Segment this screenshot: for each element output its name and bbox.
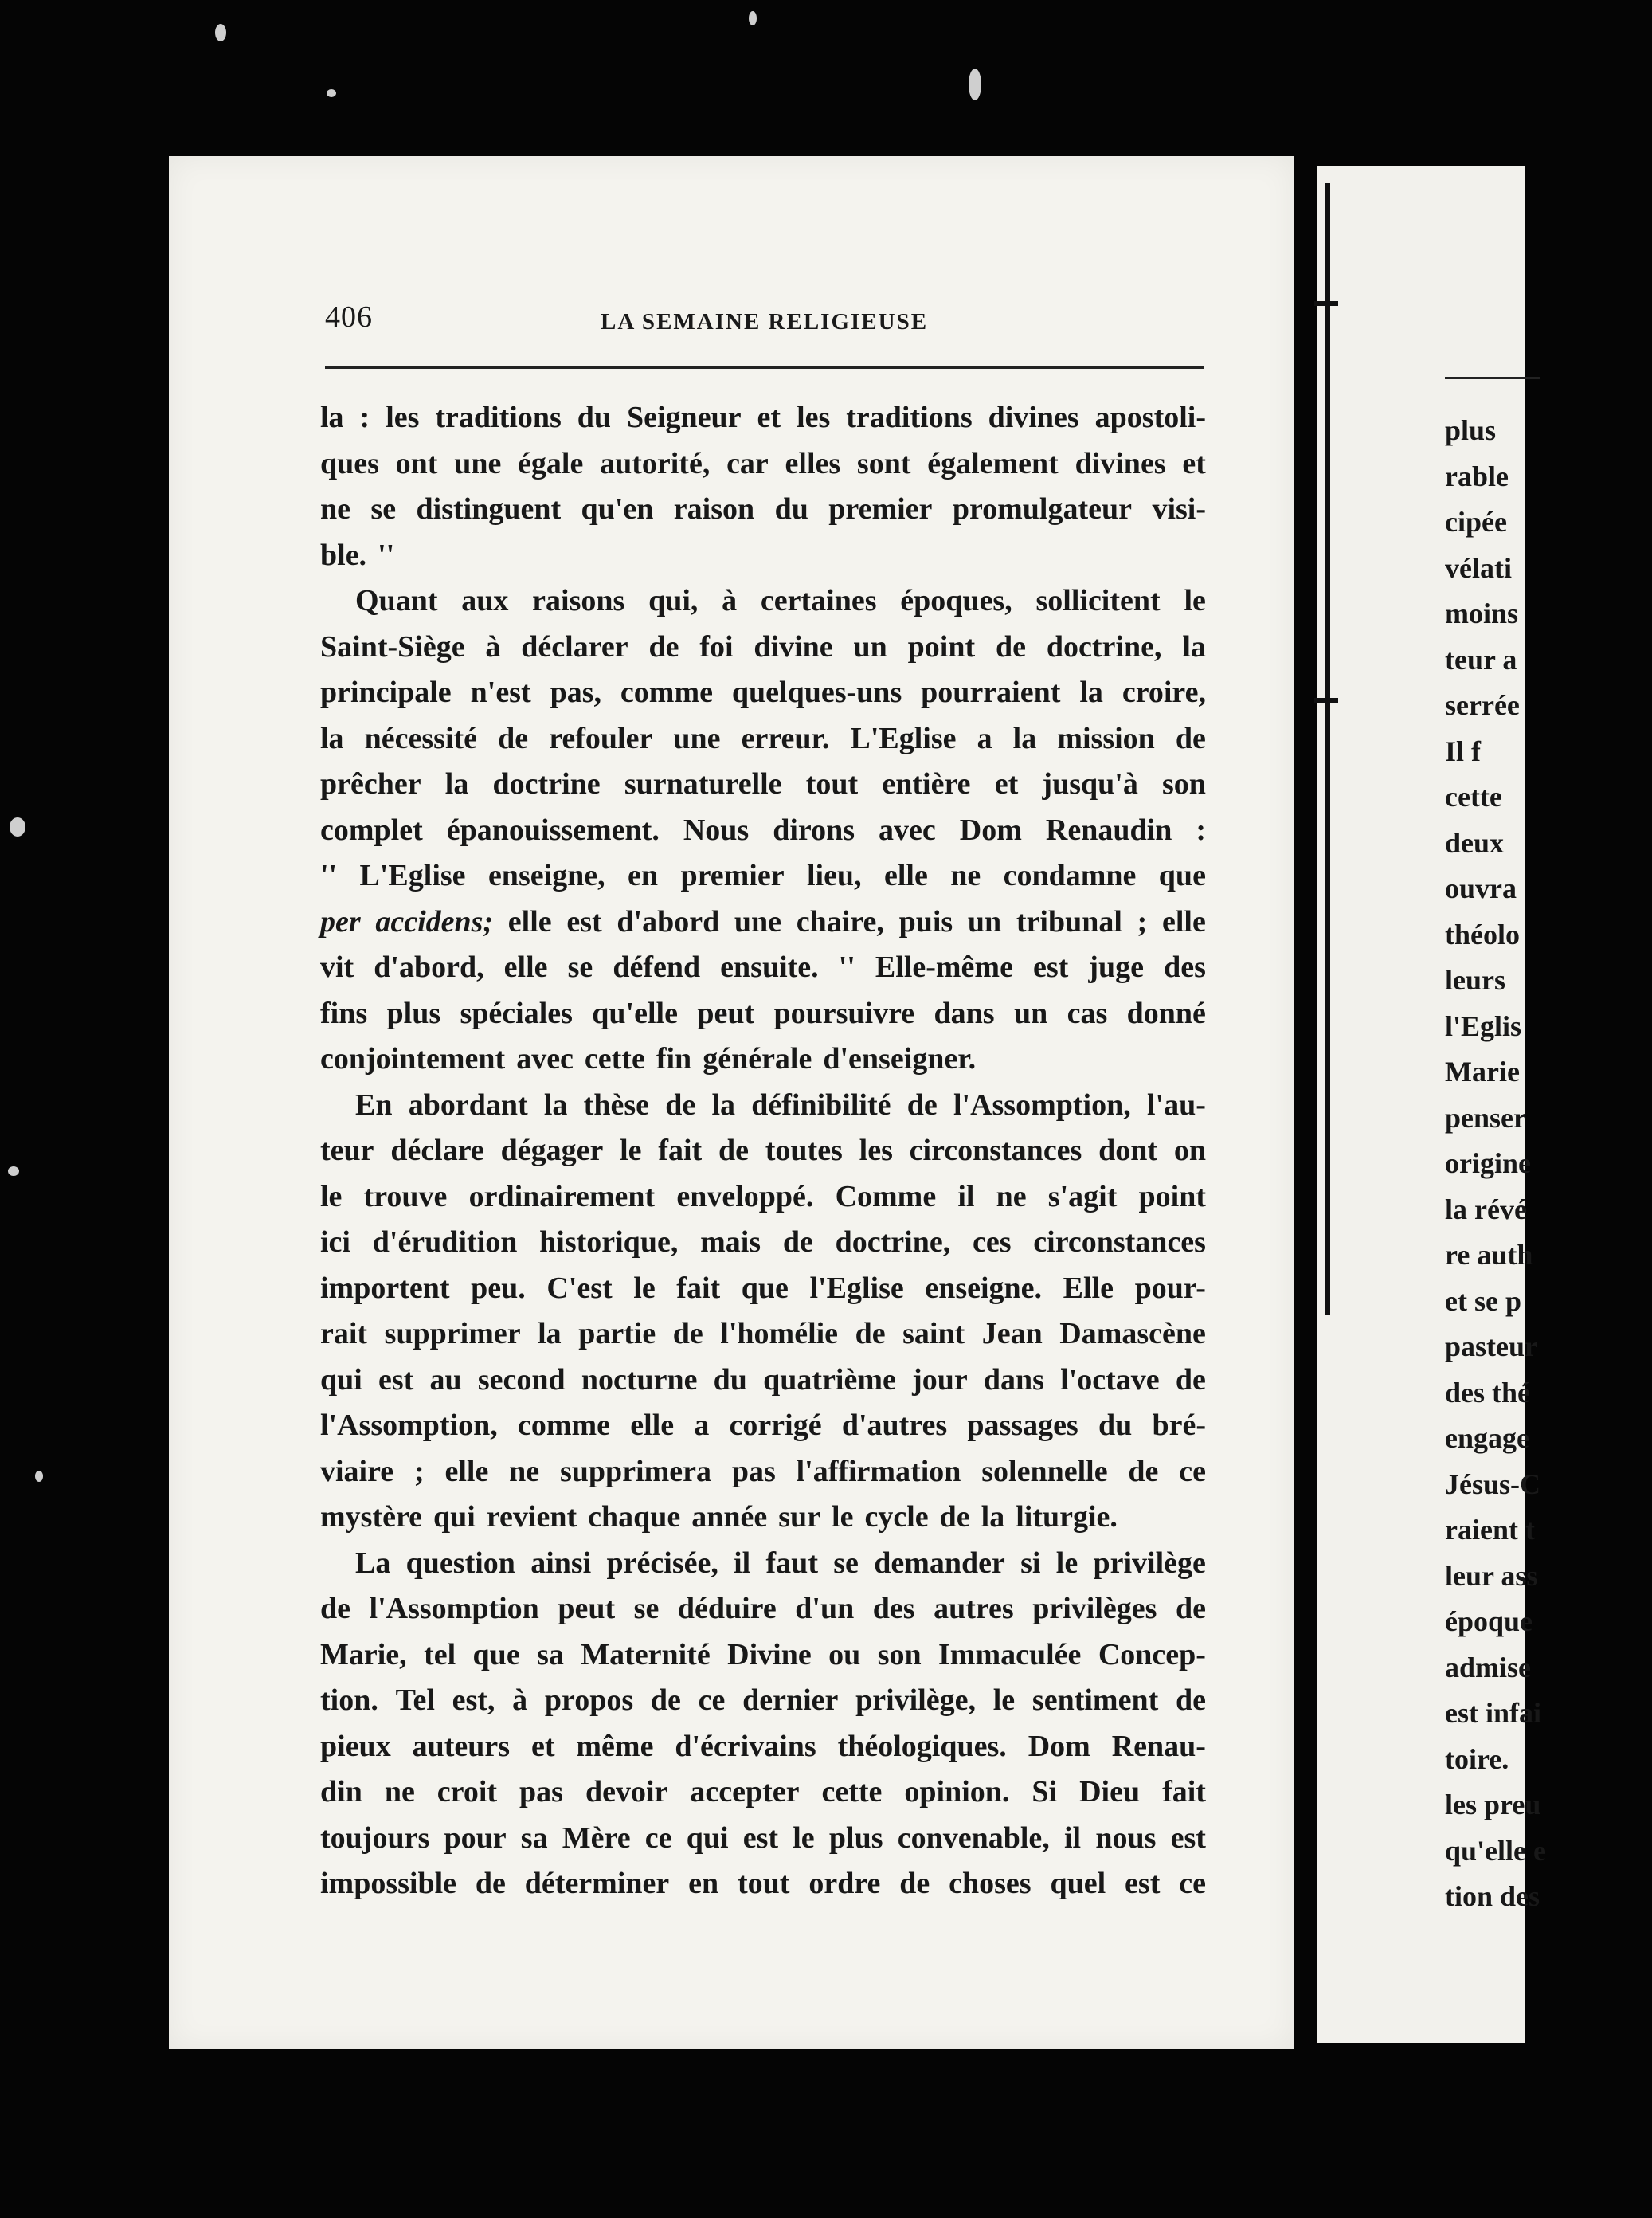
text-line: fins plus spéciales qu'elle peut poursuivre dans un cas donné xyxy=(320,996,1206,1030)
text-line: conjointement avec cette fin générale d'enseigner. xyxy=(320,1042,977,1076)
right-text-line: leurs xyxy=(1445,964,1505,996)
right-text-line: Jésus-C xyxy=(1445,1468,1541,1500)
right-text-line: deux xyxy=(1445,826,1505,859)
film-speck xyxy=(327,89,336,97)
text-line: importent peu. C'est le fait que l'Eglise enseigne. Elle pour- xyxy=(320,1271,1206,1305)
header-rule xyxy=(325,366,1204,369)
right-text-line: plus xyxy=(1445,414,1497,446)
text-line: de l'Assomption peut se déduire d'un des autres privilèges de xyxy=(320,1592,1206,1625)
text-line: ici d'érudition historique, mais de doctrine, ces circonstances xyxy=(320,1225,1206,1259)
gutter-line xyxy=(1325,183,1330,1315)
text-line: complet épanouissement. Nous dirons avec Dom Renaudin : xyxy=(320,813,1206,847)
right-text-line: époque xyxy=(1445,1605,1533,1637)
text-line: impossible de déterminer en tout ordre de choses quel est ce xyxy=(320,1867,1206,1900)
right-text-line: qu'elle e xyxy=(1445,1834,1546,1867)
right-text-line: Il f xyxy=(1445,735,1481,767)
film-speck xyxy=(8,1166,19,1176)
text-line: '' L'Eglise enseigne, en premier lieu, elle ne condamne que xyxy=(320,859,1206,892)
right-text-line: raient t xyxy=(1445,1514,1535,1546)
text-line: Saint-Siège à déclarer de foi divine un point de doctrine, la xyxy=(320,629,1206,664)
right-text-line: Marie xyxy=(1445,1056,1520,1087)
text-line: toujours pour sa Mère ce qui est le plus convenable, il nous est xyxy=(320,1820,1206,1855)
text-line: En abordant la thèse de la définibilité de l'Assomption, l'au- xyxy=(355,1087,1206,1122)
right-text-line: la révé xyxy=(1445,1193,1527,1225)
right-text-line: engage xyxy=(1445,1422,1529,1454)
text-line: tion. Tel est, à propos de ce dernier privilège, le sentiment de xyxy=(320,1683,1206,1717)
left-page xyxy=(169,156,1294,2049)
right-header-rule xyxy=(1445,377,1540,379)
text-line: vit d'abord, elle se défend ensuite. '' Elle-même est juge des xyxy=(320,950,1206,984)
text-line: la : les traditions du Seigneur et les traditions divines apostoli- xyxy=(320,401,1206,434)
text-line: La question ainsi précisée, il faut se demander si le privilège xyxy=(355,1546,1206,1580)
text-line: viaire ; elle ne supprimera pas l'affirmation solennelle de ce xyxy=(320,1454,1206,1488)
text-line: prêcher la doctrine surnaturelle tout entière et jusqu'à son xyxy=(320,767,1206,801)
text-line: mystère qui revient chaque année sur le cycle de la liturgie. xyxy=(320,1500,1118,1534)
text-line: Marie, tel que sa Maternité Divine ou son Immaculée Concep- xyxy=(320,1637,1206,1671)
text-line: le trouve ordinairement enveloppé. Comme il ne s'agit point xyxy=(320,1179,1206,1213)
right-text-line: teur a xyxy=(1445,643,1517,676)
gutter-tick xyxy=(1314,698,1338,703)
right-text-line: rable xyxy=(1445,460,1509,492)
right-text-line: penser xyxy=(1445,1101,1526,1134)
right-text-line: re auth xyxy=(1445,1239,1533,1271)
text-line: Quant aux raisons qui, à certaines époques, sollicitent le xyxy=(355,584,1206,617)
text-line: pieux auteurs et même d'écrivains théologiques. Dom Renau- xyxy=(320,1729,1206,1763)
text-line: principale n'est pas, comme quelques-uns pourraient la croire, xyxy=(320,676,1206,709)
film-speck xyxy=(215,24,226,41)
right-text-line: serrée xyxy=(1445,689,1520,721)
gutter-tick xyxy=(1314,301,1338,306)
right-text-line: et se p xyxy=(1445,1284,1521,1317)
text-line: per accidens; elle est d'abord une chaire, puis un tribunal ; elle xyxy=(320,904,1206,939)
right-text-line: les preu xyxy=(1445,1789,1541,1820)
right-text-line: vélati xyxy=(1445,551,1512,584)
text-line: ne se distinguent qu'en raison du premier promulgateur visi- xyxy=(320,492,1206,526)
running-title: LA SEMAINE RELIGIEUSE xyxy=(601,309,929,335)
page-number: 406 xyxy=(325,300,373,334)
right-text-line: l'Eglis xyxy=(1445,1009,1522,1042)
right-text-line: toire. xyxy=(1445,1742,1509,1775)
right-text-line: cette xyxy=(1445,781,1502,813)
body-text xyxy=(320,395,1206,1907)
right-text-line: leur ass xyxy=(1445,1559,1538,1592)
film-speck xyxy=(749,11,757,25)
text-line: l'Assomption, comme elle a corrigé d'autres passages du bré- xyxy=(320,1409,1206,1442)
right-text-line: ouvra xyxy=(1445,872,1517,904)
right-text-line: théolo xyxy=(1445,918,1520,950)
text-line: teur déclare dégager le fait de toutes les circonstances dont on xyxy=(320,1134,1206,1167)
right-page-text xyxy=(1445,408,1652,1920)
text-line: ques ont une égale autorité, car elles sont également divines et xyxy=(320,446,1206,480)
right-text-line: cipée xyxy=(1445,506,1507,538)
right-text-line: tion des xyxy=(1445,1880,1540,1912)
text-line: la nécessité de refouler une erreur. L'Eglise a la mission de xyxy=(320,721,1206,755)
right-text-line: des thé xyxy=(1445,1376,1530,1409)
right-text-line: pasteur xyxy=(1445,1330,1537,1362)
film-speck xyxy=(969,69,981,100)
text-line: ble. '' xyxy=(320,538,395,572)
text-line: qui est au second nocturne du quatrième jour dans l'octave de xyxy=(320,1362,1206,1397)
text-line: din ne croit pas devoir accepter cette opinion. Si Dieu fait xyxy=(320,1775,1206,1808)
film-speck xyxy=(10,817,25,837)
right-text-line: moins xyxy=(1445,598,1519,629)
right-text-line: est infai xyxy=(1445,1697,1541,1729)
right-text-line: admise xyxy=(1445,1651,1531,1683)
right-text-line: origine xyxy=(1445,1147,1531,1179)
film-speck xyxy=(35,1471,43,1482)
text-line: rait supprimer la partie de l'homélie de saint Jean Damascène xyxy=(320,1317,1206,1350)
